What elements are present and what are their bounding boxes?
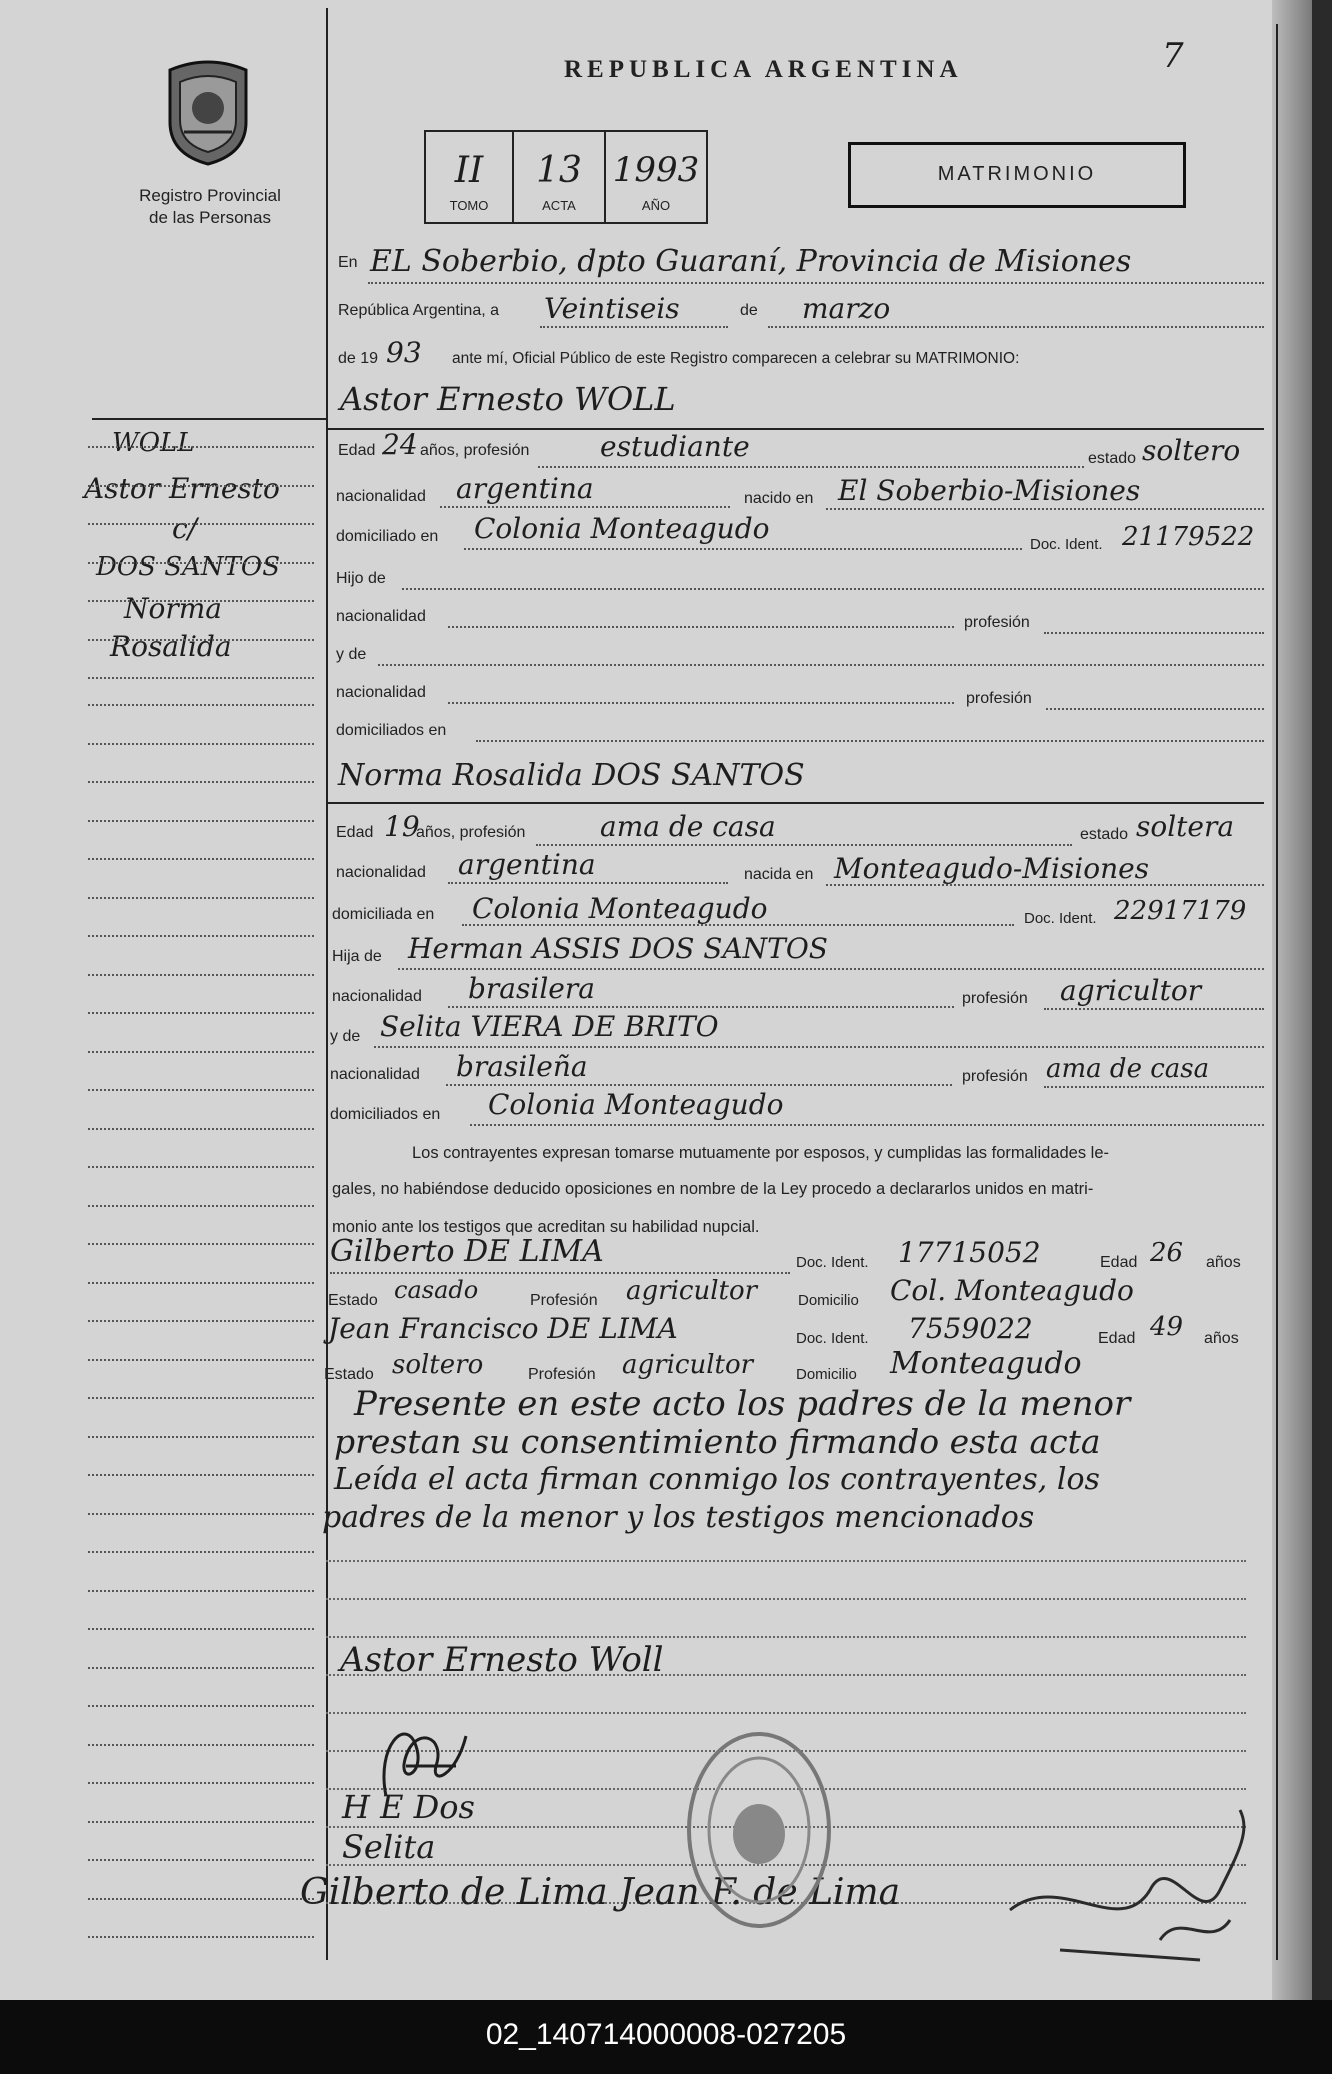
margin-ruled-line xyxy=(88,600,314,602)
margin-ruled-line xyxy=(88,1705,314,1707)
note-line3: Leída el acta firman conmigo los contrayentes, los xyxy=(334,1462,1100,1497)
bride-father: Herman ASSIS DOS SANTOS xyxy=(408,932,828,965)
record-type-box xyxy=(848,142,1186,208)
country-title: REPUBLICA ARGENTINA xyxy=(564,56,963,83)
bride-father-profesion: agricultor xyxy=(1060,974,1202,1007)
margin-ruled-line xyxy=(88,1166,314,1168)
margin-ruled-line xyxy=(88,1436,314,1438)
bride-label-prof-father: profesión xyxy=(962,990,1028,1007)
bride-label-hija: Hija de xyxy=(332,948,382,965)
note-line4: padres de la menor y los testigos mencionados xyxy=(322,1500,1035,1535)
scan-caption: 02_140714000008-027205 xyxy=(485,2018,847,2051)
acta-label: ACTA xyxy=(542,198,576,213)
bride-label-estado: estado xyxy=(1080,826,1129,843)
groom-label-nacido: nacido en xyxy=(744,490,814,507)
tomo-value: II xyxy=(454,150,484,191)
groom-label-domicilio: domiciliado en xyxy=(336,528,439,545)
intro-day: Veintiseis xyxy=(544,292,680,325)
witness2-label-estado: Estado xyxy=(324,1366,374,1383)
bride-label-domiciliados: domiciliados en xyxy=(330,1106,441,1123)
margin-ruled-line xyxy=(88,562,314,564)
margin-ruled-line xyxy=(88,1513,314,1515)
bride-label-doc: Doc. Ident. xyxy=(1024,910,1097,927)
bride-label-domicilio: domiciliada en xyxy=(332,906,435,923)
body-ruled-line xyxy=(326,1598,1246,1600)
intro-label-en: En xyxy=(338,254,358,271)
declaration-line3: monio ante los testigos que acreditan su habilidad nupcial. xyxy=(332,1218,760,1236)
witness1-label-prof: Profesión xyxy=(530,1292,598,1309)
bride-mother-profesion: ama de casa xyxy=(1046,1054,1210,1084)
intro-label-de: de xyxy=(740,302,758,319)
witness2-label-prof: Profesión xyxy=(528,1366,596,1383)
margin-ruled-line xyxy=(88,1051,314,1053)
registry-name-line2: de las Personas xyxy=(149,208,271,227)
margin-ruled-line xyxy=(88,1474,314,1476)
margin-note-line1: WOLL xyxy=(112,428,195,458)
acta-value: 13 xyxy=(536,150,582,191)
bride-nacida: Monteagudo-Misiones xyxy=(834,852,1150,885)
bride-parents-domicilio: Colonia Monteagudo xyxy=(488,1088,784,1121)
bride-label-edad: Edad xyxy=(336,824,374,841)
margin-note-rule xyxy=(92,418,326,420)
groom-label-profesion: años, profesión xyxy=(420,442,530,459)
groom-label-hijo: Hijo de xyxy=(336,570,386,587)
margin-ruled-line xyxy=(88,1012,314,1014)
witness1-edad: 26 xyxy=(1150,1238,1184,1268)
groom-label-domiciliados: domiciliados en xyxy=(336,722,447,739)
groom-label-estado: estado xyxy=(1088,450,1137,467)
margin-ruled-line xyxy=(88,743,314,745)
margin-ruled-line xyxy=(88,704,314,706)
groom-label-prof2: profesión xyxy=(964,614,1030,631)
margin-ruled-line xyxy=(88,1859,314,1861)
margin-ruled-line xyxy=(88,1821,314,1823)
margin-ruled-line xyxy=(88,897,314,899)
record-type-label: MATRIMONIO xyxy=(937,163,1097,185)
body-ruled-line xyxy=(326,1636,1246,1638)
margin-note-line6: Rosalida xyxy=(110,630,232,663)
page-number: 7 xyxy=(1162,36,1184,76)
bride-label-nacida: nacida en xyxy=(744,866,814,883)
margin-ruled-line xyxy=(88,858,314,860)
witness2-doc: 7559022 xyxy=(908,1312,1033,1345)
declaration-line2: gales, no habiéndose deducido oposiciones en nombre de la Ley procedo a declararlos unidos en matri- xyxy=(332,1180,1094,1198)
bride-mother: Selita VIERA DE BRITO xyxy=(380,1010,719,1043)
registry-name-line1: Registro Provincial xyxy=(139,186,281,205)
witness1-label-dom: Domicilio xyxy=(798,1292,859,1309)
groom-doc: 21179522 xyxy=(1122,522,1255,552)
margin-ruled-line xyxy=(88,820,314,822)
witness1-label-edad: Edad xyxy=(1100,1254,1138,1271)
margin-ruled-line xyxy=(88,1128,314,1130)
groom-domicilio: Colonia Monteagudo xyxy=(474,512,770,545)
signature-initials: H E Dos xyxy=(342,1788,475,1826)
groom-label-edad: Edad xyxy=(338,442,376,459)
bride-label-nacionalidad: nacionalidad xyxy=(336,864,426,881)
witness1-label-anos: años xyxy=(1206,1254,1241,1271)
margin-note-line4: DOS SANTOS xyxy=(96,552,281,582)
province-seal-icon xyxy=(160,60,256,166)
witnesses-signatures: Gilberto de Lima Jean F. de Lima xyxy=(300,1872,901,1913)
intro-month: marzo xyxy=(802,292,891,325)
witness2-estado: soltero xyxy=(392,1350,484,1380)
margin-ruled-line xyxy=(88,1590,314,1592)
margin-ruled-line xyxy=(88,1782,314,1784)
intro-year-suffix: 93 xyxy=(386,336,422,369)
witness1-label-estado: Estado xyxy=(328,1292,378,1309)
tomo-label: TOMO xyxy=(449,198,489,213)
groom-label-nacionalidad: nacionalidad xyxy=(336,488,426,505)
groom-profesion: estudiante xyxy=(600,430,750,463)
bride-domicilio: Colonia Monteagudo xyxy=(472,892,768,925)
margin-ruled-line xyxy=(88,1282,314,1284)
bride-label-prof-mother: profesión xyxy=(962,1068,1028,1085)
declaration-line1: Los contrayentes expresan tomarse mutuamente por esposos, y cumplidas las formalidades le- xyxy=(412,1144,1110,1162)
margin-ruled-line xyxy=(88,1397,314,1399)
bride-estado: soltera xyxy=(1136,810,1235,843)
margin-ruled-line xyxy=(88,485,314,487)
margin-ruled-line xyxy=(88,1205,314,1207)
groom-nacido: El Soberbio-Misiones xyxy=(838,474,1141,507)
margin-ruled-line xyxy=(88,974,314,976)
bride-nacionalidad: argentina xyxy=(458,848,596,881)
body-ruled-line xyxy=(326,1560,1246,1562)
bride-father-nacionalidad: brasilera xyxy=(468,972,595,1005)
groom-label-nac3: nacionalidad xyxy=(336,684,426,701)
groom-label-prof3: profesión xyxy=(966,690,1032,707)
witness1-estado: casado xyxy=(394,1276,479,1304)
margin-ruled-line xyxy=(88,1551,314,1553)
bride-label-nac-father: nacionalidad xyxy=(332,988,422,1005)
margin-ruled-line xyxy=(88,1936,314,1938)
margin-note-line3: c/ xyxy=(172,512,198,545)
margin-ruled-line xyxy=(88,677,314,679)
margin-rule xyxy=(326,8,328,1960)
note-line1: Presente en este acto los padres de la menor xyxy=(354,1384,1131,1424)
witness2-label-anos: años xyxy=(1204,1330,1239,1347)
margin-ruled-line xyxy=(88,446,314,448)
margin-ruled-line xyxy=(88,639,314,641)
margin-note-line2: Astor Ernesto xyxy=(84,472,280,505)
margin-ruled-line xyxy=(88,1320,314,1322)
witness2-label-dom: Domicilio xyxy=(796,1366,857,1383)
bride-label-profesion: años, profesión xyxy=(416,824,526,841)
margin-ruled-line xyxy=(88,935,314,937)
official-stamp-icon xyxy=(686,1730,832,1930)
witness1-doc: 17715052 xyxy=(898,1236,1041,1269)
bride-doc: 22917179 xyxy=(1114,896,1247,926)
margin-ruled-line xyxy=(88,1243,314,1245)
bride-mother-nacionalidad: brasileña xyxy=(456,1050,588,1083)
witness2-label-edad: Edad xyxy=(1098,1330,1136,1347)
groom-label-doc: Doc. Ident. xyxy=(1030,536,1103,553)
page-edge-shadow xyxy=(1272,0,1312,2000)
groom-label-nac2: nacionalidad xyxy=(336,608,426,625)
bride-name: Norma Rosalida DOS SANTOS xyxy=(338,758,805,793)
witness1-dom: Col. Monteagudo xyxy=(890,1274,1134,1307)
bride-label-nac-mother: nacionalidad xyxy=(330,1066,420,1083)
margin-ruled-line xyxy=(88,781,314,783)
margin-ruled-line xyxy=(88,1667,314,1669)
signature-selita: Selita xyxy=(342,1828,436,1866)
witness2-name: Jean Francisco DE LIMA xyxy=(328,1312,678,1345)
margin-ruled-line xyxy=(88,1898,314,1900)
ano-label: AÑO xyxy=(641,198,671,213)
intro-place: EL Soberbio, dpto Guaraní, Provincia de Misiones xyxy=(370,244,1132,279)
right-rule xyxy=(1276,24,1278,1960)
intro-text: ante mí, Oficial Público de este Registro comparecen a celebrar su MATRIMONIO: xyxy=(452,350,1020,367)
margin-note-line5: Norma xyxy=(124,592,222,625)
bride-profesion: ama de casa xyxy=(600,810,776,843)
groom-estado: soltero xyxy=(1142,434,1241,467)
witness1-label-doc: Doc. Ident. xyxy=(796,1254,869,1271)
witness2-label-doc: Doc. Ident. xyxy=(796,1330,869,1347)
officer-signature-icon xyxy=(1000,1790,1260,1980)
witness2-prof: agricultor xyxy=(622,1350,754,1380)
intro-label-republica: República Argentina, a xyxy=(338,302,499,319)
witness1-prof: agricultor xyxy=(626,1276,758,1306)
witness2-dom: Monteagudo xyxy=(890,1346,1082,1381)
margin-ruled-line xyxy=(88,1628,314,1630)
margin-ruled-line xyxy=(88,1089,314,1091)
ano-value: 1993 xyxy=(612,150,700,190)
margin-ruled-line xyxy=(88,1359,314,1361)
groom-label-yde: y de xyxy=(336,646,367,663)
note-line2: prestan su consentimiento firmando esta acta xyxy=(334,1422,1101,1461)
groom-name: Astor Ernesto WOLL xyxy=(340,380,676,418)
groom-edad: 24 xyxy=(382,428,418,461)
bride-edad: 19 xyxy=(384,810,420,843)
margin-ruled-line xyxy=(88,523,314,525)
groom-nacionalidad: argentina xyxy=(456,472,594,505)
groom-signature: Astor Ernesto Woll xyxy=(340,1640,664,1680)
bride-label-yde: y de xyxy=(330,1028,361,1045)
witness2-edad: 49 xyxy=(1150,1312,1184,1342)
record-number-box xyxy=(424,130,708,224)
margin-ruled-line xyxy=(88,1744,314,1746)
witness1-name: Gilberto DE LIMA xyxy=(330,1234,604,1269)
intro-year-prefix: de 19 xyxy=(338,350,379,367)
